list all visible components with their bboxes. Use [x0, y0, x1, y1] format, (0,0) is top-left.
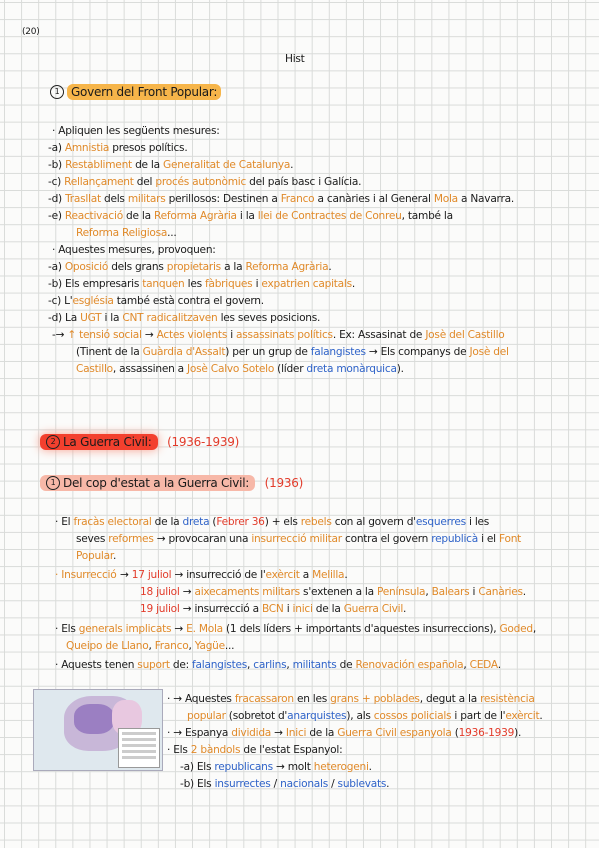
list-item-continuation: Castillo, assassinen a Josè Calvo Sotelo (líder dreta monàrquica).	[76, 363, 404, 375]
list-item: -c) L'església també està contra el govern.	[48, 295, 264, 307]
list-item: -c) Rellançament del procés autonòmic del país basc i Galícia.	[48, 176, 362, 188]
paragraph: · Els 2 bàndols de l'estat Espanyol:	[167, 744, 343, 756]
list-item: -b) Restabliment de la Generalitat de Catalunya.	[48, 159, 294, 171]
list-item: -d) La UGT i la CNT radicalitzaven les seves posicions.	[48, 312, 321, 324]
paragraph-continuation: popular (sobretot d'anarquistes), als cossos policials i part de l'exèrcit.	[187, 710, 543, 722]
list-item: -e) Reactivació de la Reforma Agrària i la llei de Contractes de Conreu, també la	[48, 210, 453, 222]
list-item: -d) Trasllat dels militars perillosos: Destinen a Franco a canàries i al General Mola a Navarra.	[48, 193, 514, 205]
paragraph-continuation: seves reformes → provocaran una insurrecció militar contra el govern republicà i el Font	[76, 533, 522, 545]
paragraph: · Apliquen les següents mesures:	[52, 125, 220, 137]
list-item: -b) Els empresaris tanquen les fàbriques i expatrien capitals.	[48, 278, 355, 290]
bullet-circle-icon: 1	[46, 476, 60, 490]
bullet-circle-icon: 1	[50, 85, 64, 99]
paragraph: · Aquestes mesures, provoquen:	[52, 244, 216, 256]
section-title: Del cop d'estat a la Guerra Civil:	[63, 475, 250, 490]
bullet-circle-icon: 2	[46, 435, 60, 449]
section-title: Govern del Front Popular:	[67, 84, 221, 100]
section-title: La Guerra Civil:	[63, 434, 152, 449]
paragraph-continuation: Queipo de Llano, Franco, Yagüe...	[66, 640, 235, 652]
section-heading-front-popular	[50, 85, 221, 99]
spain-map-image	[33, 689, 163, 771]
paragraph: · → Espanya dividida → Inici de la Guerra Civil espanyola (1936-1939).	[167, 727, 522, 739]
timeline-item: 19 juliol → insurrecció a BCN i inici de la Guerra Civil.	[140, 603, 407, 615]
subsection-heading	[40, 476, 303, 490]
list-item-continuation: (Tinent de la Guàrdia d'Assalt) per un grup de falangistes → Els companys de Josè del	[76, 346, 509, 358]
list-item: -→ ↑ tensió social → Actes violents i assassinats polítics. Ex: Assasinat de Josè del Castillo	[52, 329, 505, 341]
list-item: -a) Oposició dels grans propietaris a la Reforma Agrària.	[48, 261, 332, 273]
timeline-item: → 17 juliol → insurrecció de l'exèrcit a Melilla.	[120, 569, 348, 581]
paragraph-continuation: Popular.	[76, 550, 117, 562]
page-title: Hist	[285, 53, 305, 65]
paragraph: · Aquests tenen suport de: falangistes, carlins, militants de Renovación española, CEDA.	[55, 659, 501, 671]
list-item: -b) Els insurrectes / nacionals / sublevats.	[180, 778, 390, 790]
list-item: -a) Els republicans → molt heterogeni.	[180, 761, 372, 773]
list-label: · Insurrecció	[55, 569, 117, 581]
paragraph: · → Aquestes fracassaron en les grans + poblades, degut a la resistència	[167, 693, 535, 705]
page-number: (20)	[22, 27, 40, 37]
section-year: (1936)	[264, 475, 304, 490]
section-heading-guerra-civil	[40, 435, 239, 449]
timeline-item: 18 juliol → aixecaments militars s'extenen a la Península, Balears i Canàries.	[140, 586, 526, 598]
paragraph: · El fracàs electoral de la dreta (Febrer 36) + els rebels con al govern d'esquerres i les	[55, 516, 490, 528]
section-years: (1936-1939)	[167, 434, 240, 449]
paragraph: · Els generals implicats → E. Mola (1 dels líders + importants d'aquestes insurreccions), Goded,	[55, 623, 537, 635]
list-item: -a) Amnistia presos polítics.	[48, 142, 188, 154]
list-item-continuation: Reforma Religiosa...	[76, 227, 177, 239]
